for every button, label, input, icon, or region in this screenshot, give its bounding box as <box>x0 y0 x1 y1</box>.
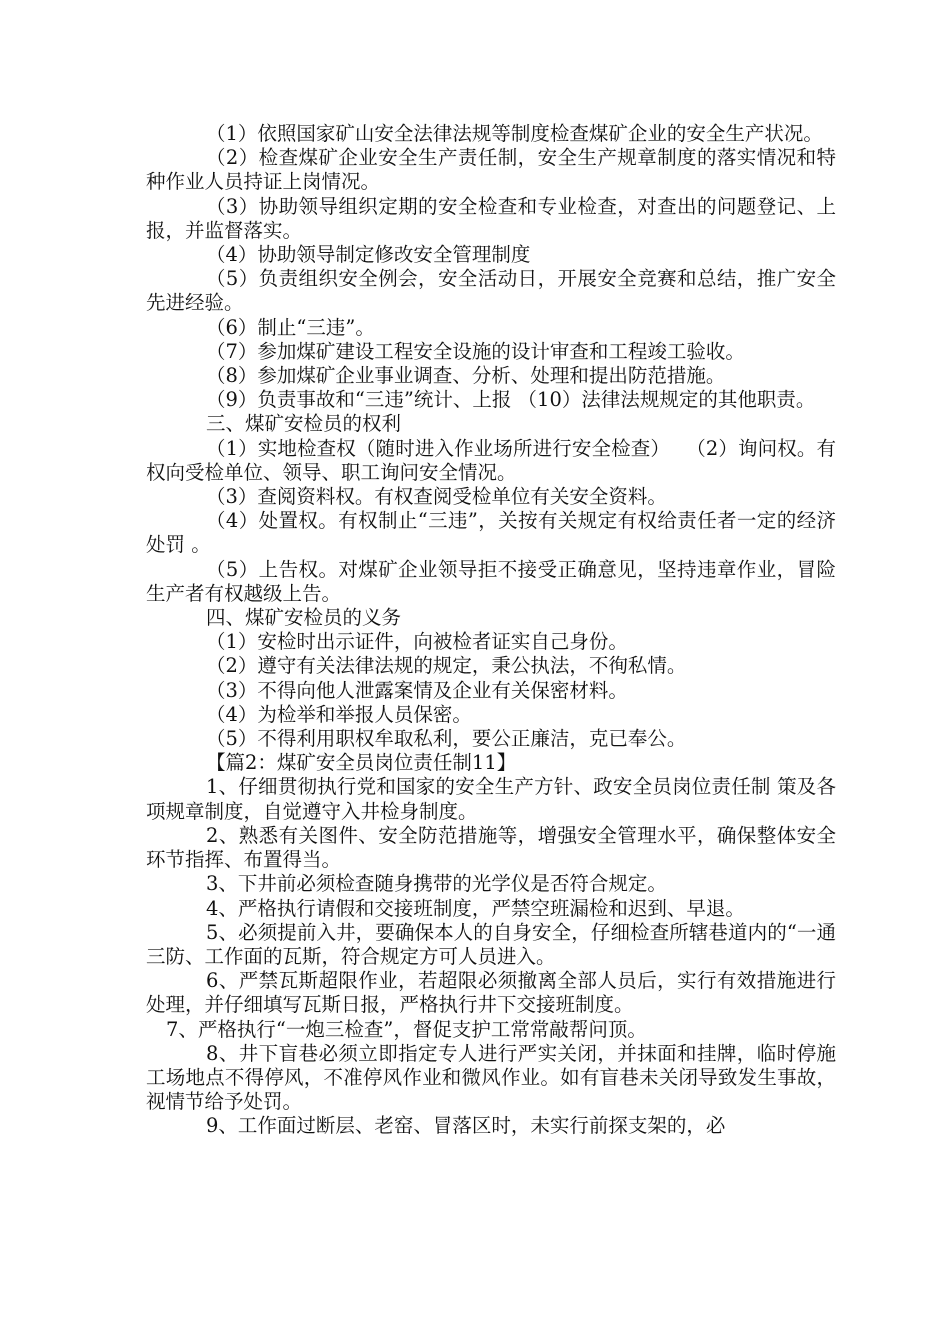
paragraph: 5、必须提前入井，要确保本人的自身安全，仔细检查所辖巷道内的“一通三防、工作面的瓦斯，符合规定方可人员进入。 <box>146 920 836 968</box>
paragraph: （1）依照国家矿山安全法律法规等制度检查煤矿企业的安全生产状况。 <box>206 122 823 145</box>
paragraph: （8）参加煤矿企业事业调查、分析、处理和提出防范措施。 <box>206 364 726 388</box>
paragraph: （4）处置权。有权制止“三违”，关按有关规定有权给责任者一定的经济处罚 。 <box>146 509 836 557</box>
paragraph: （4）为检举和举报人员保密。 <box>206 702 472 726</box>
paragraph: 1、仔细贯彻执行党和国家的安全生产方针、政安全员岗位责任制 策及各项规章制度，自觉遵守入井检身制度。 <box>146 775 836 823</box>
paragraph: （5）上告权。对煤矿企业领导拒不接受正确意见，坚持违章作业，冒险生产者有权越级上告。 <box>146 557 836 605</box>
paragraph: （6）制止“三违”。 <box>206 315 375 339</box>
paragraph: 4、严格执行请假和交接班制度，严禁空班漏检和迟到、早退。 <box>206 896 745 920</box>
paragraph: （9）负责事故和“三违”统计、上报 （10）法律法规规定的其他职责。 <box>206 388 816 412</box>
paragraph: （4）协助领导制定修改安全管理制度 <box>206 243 531 267</box>
paragraph: （7）参加煤矿建设工程安全设施的设计审查和工程竣工验收。 <box>206 339 745 363</box>
paragraph: （2）检查煤矿企业安全生产责任制，安全生产规章制度的落实情况和特种作业人员持证上岗情况。 <box>146 146 836 194</box>
section-heading: 三、煤矿安检员的权利 <box>206 412 402 436</box>
paragraph: 6、严禁瓦斯超限作业，若超限必须撤离全部人员后，实行有效措施进行处理，并仔细填写瓦斯日报，严格执行井下交接班制度。 <box>146 969 836 1017</box>
paragraph: （1）实地检查权（随时进入作业场所进行安全检查） （2）询问权。有权向受检单位、领导、职工询问安全情况。 <box>146 436 836 484</box>
paragraph: 9、工作面过断层、老窑、冒落区时，未实行前探支架的，必 <box>206 1114 726 1138</box>
article-heading: 【篇2：煤矿安全员岗位责任制11】 <box>206 751 517 775</box>
paragraph: （3）不得向他人泄露案情及企业有关保密材料。 <box>206 678 628 702</box>
paragraph: （5）不得利用职权牟取私利，要公正廉洁，克已奉公。 <box>206 727 687 751</box>
paragraph: （2）遵守有关法律法规的规定，秉公执法，不徇私情。 <box>206 654 687 678</box>
document-page <box>146 122 836 1139</box>
paragraph: （1）安检时出示证件，向被检者证实自己身份。 <box>206 630 628 654</box>
paragraph: （3）协助领导组织定期的安全检查和专业检查，对查出的问题登记、上报，并监督落实。 <box>146 194 836 242</box>
paragraph: 7、严格执行“一炮三检查”，督促支护工常常敲帮问顶。 <box>166 1017 647 1041</box>
paragraph: 3、下井前必须检查随身携带的光学仪是否符合规定。 <box>206 872 667 896</box>
paragraph: 8、井下盲巷必须立即指定专人进行严实关闭，并抹面和挂牌，临时停施工场地点不得停风，不准停风作业和微风作业。如有盲巷未关闭导致发生事故，视情节给予处罚。 <box>146 1041 836 1114</box>
section-heading: 四、煤矿安检员的义务 <box>206 606 402 630</box>
paragraph: （5）负责组织安全例会，安全活动日，开展安全竞赛和总结，推广安全先进经验。 <box>146 267 836 315</box>
paragraph: 2、熟悉有关图件、安全防范措施等，增强安全管理水平，确保整体安全环节指挥、布置得当。 <box>146 823 836 872</box>
paragraph: （3）查阅资料权。有权查阅受检单位有关安全资料。 <box>206 485 667 509</box>
